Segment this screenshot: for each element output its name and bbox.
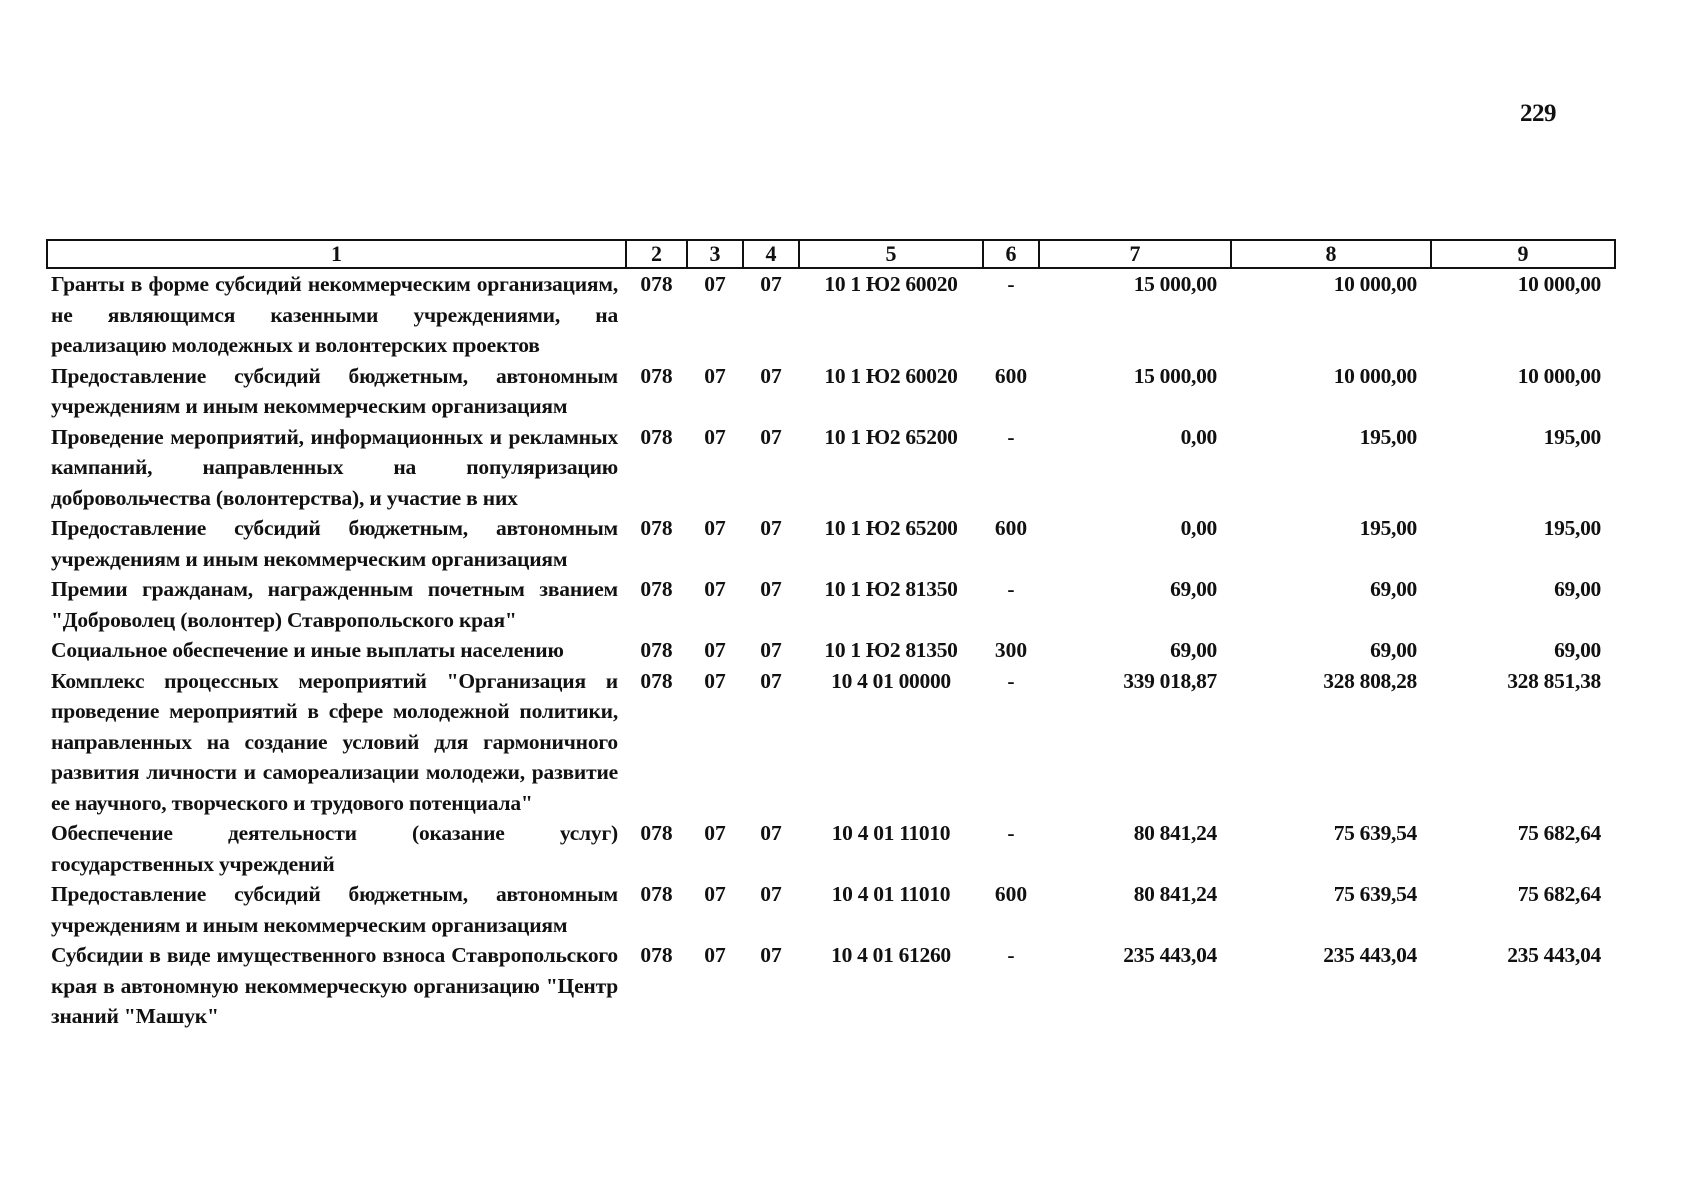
table-row: [47, 940, 1615, 1032]
target-article-code: 10 1 Ю2 65200: [824, 424, 958, 449]
ministry-code: 078: [640, 272, 673, 296]
amount-col-8: 75 639,54: [1333, 882, 1417, 906]
subsection-code: 07: [760, 424, 782, 449]
target-article-code: 10 4 01 11010: [831, 821, 951, 845]
table-row: [47, 574, 1615, 635]
table-row: [47, 513, 1615, 574]
table-row: [47, 818, 1615, 879]
column-header: 6: [983, 240, 1039, 268]
subsection-code: 07: [760, 577, 782, 601]
amount-col-9: 328 851,38: [1507, 668, 1601, 693]
expense-type-code: 600: [994, 882, 1028, 906]
amount-col-7: 80 841,24: [1133, 821, 1217, 845]
row-name: Предоставление субсидий бюджетным, автономным учреждениям и иным некоммерческим организациям: [51, 516, 618, 571]
table-row: [47, 635, 1615, 666]
table-row: [47, 268, 1615, 361]
column-header: 5: [799, 240, 983, 268]
section-code: 07: [704, 943, 726, 967]
column-header: 8: [1231, 240, 1431, 268]
ministry-code: 078: [640, 882, 673, 906]
amount-col-9: 69,00: [1554, 577, 1601, 601]
subsection-code: 07: [760, 821, 782, 845]
subsection-code: 07: [760, 516, 782, 540]
subsection-code: 07: [760, 638, 782, 662]
amount-col-7: 0,00: [1180, 516, 1217, 540]
amount-col-8: 75 639,54: [1333, 821, 1417, 845]
table-row: [47, 666, 1615, 819]
row-name: Предоставление субсидий бюджетным, автономным учреждениям и иным некоммерческим организациям: [51, 363, 618, 418]
ministry-code: 078: [640, 821, 673, 845]
amount-col-7: 339 018,87: [1123, 668, 1217, 693]
ministry-code: 078: [640, 668, 673, 693]
column-header: 4: [743, 240, 799, 268]
amount-col-7: 0,00: [1180, 424, 1217, 449]
amount-col-8: 328 808,28: [1323, 668, 1417, 693]
row-name: Гранты в форме субсидий некоммерческим организациям, не являющимся казенными учреждениями, на реализацию молодежных и волонтерских проектов: [51, 272, 618, 357]
subsection-code: 07: [760, 272, 782, 296]
budget-table: [46, 239, 1616, 1032]
target-article-code: 10 1 Ю2 60020: [824, 272, 958, 296]
page-number: 229: [1520, 100, 1556, 127]
row-name: Премии гражданам, награжденным почетным званием "Доброволец (волонтер) Ставропольского края": [51, 577, 618, 632]
amount-col-8: 69,00: [1370, 638, 1417, 662]
subsection-code: 07: [760, 668, 782, 693]
expense-type-code: 600: [994, 516, 1028, 540]
expense-type-code: -: [1007, 668, 1015, 693]
amount-col-9: 195,00: [1543, 424, 1601, 449]
column-header: 7: [1039, 240, 1231, 268]
amount-col-9: 235 443,04: [1507, 943, 1601, 967]
subsection-code: 07: [760, 882, 782, 906]
amount-col-7: 80 841,24: [1133, 882, 1217, 906]
section-code: 07: [704, 821, 726, 845]
expense-type-code: -: [1007, 821, 1015, 845]
amount-col-9: 195,00: [1543, 516, 1601, 540]
target-article-code: 10 1 Ю2 81350: [824, 638, 958, 662]
amount-col-9: 75 682,64: [1517, 821, 1601, 845]
expense-type-code: -: [1007, 424, 1015, 449]
column-header: 1: [47, 240, 626, 268]
expense-type-code: -: [1007, 577, 1015, 601]
expense-type-code: -: [1007, 943, 1015, 967]
expense-type-code: 300: [994, 638, 1028, 662]
ministry-code: 078: [640, 516, 673, 540]
target-article-code: 10 1 Ю2 60020: [824, 363, 958, 388]
table-header-row: [47, 240, 1615, 268]
section-code: 07: [704, 424, 726, 449]
ministry-code: 078: [640, 363, 673, 388]
row-name: Социальное обеспечение и иные выплаты населению: [51, 638, 564, 662]
amount-col-8: 10 000,00: [1333, 363, 1417, 388]
subsection-code: 07: [760, 943, 782, 967]
section-code: 07: [704, 272, 726, 296]
row-name: Обеспечение деятельности (оказание услуг) государственных учреждений: [51, 821, 618, 876]
row-name: Проведение мероприятий, информационных и рекламных кампаний, направленных на популяризацию добровольчества (волонтерства), и участие в них: [51, 424, 618, 510]
amount-col-9: 75 682,64: [1517, 882, 1601, 906]
amount-col-7: 15 000,00: [1133, 272, 1217, 296]
amount-col-8: 195,00: [1359, 424, 1417, 449]
ministry-code: 078: [640, 943, 673, 967]
target-article-code: 10 4 01 00000: [831, 668, 951, 693]
section-code: 07: [704, 516, 726, 540]
amount-col-9: 10 000,00: [1517, 272, 1601, 296]
column-header: 3: [687, 240, 743, 268]
expense-type-code: 600: [994, 363, 1028, 388]
row-name: Комплекс процессных мероприятий "Организация и проведение мероприятий в сфере молодежной политики, направленных на создание условий для гармоничного развития личности и самореализации молодежи, развитие ее научного, творческого и трудового потенциала": [51, 668, 618, 815]
ministry-code: 078: [640, 424, 673, 449]
table-row: [47, 879, 1615, 940]
target-article-code: 10 4 01 11010: [831, 882, 951, 906]
amount-col-7: 15 000,00: [1133, 363, 1217, 388]
column-header: 2: [626, 240, 687, 268]
amount-col-8: 195,00: [1359, 516, 1417, 540]
amount-col-8: 69,00: [1370, 577, 1417, 601]
target-article-code: 10 4 01 61260: [831, 943, 951, 967]
row-name: Субсидии в виде имущественного взноса Ставропольского края в автономную некоммерческую организацию "Центр знаний "Машук": [51, 943, 618, 1028]
row-name: Предоставление субсидий бюджетным, автономным учреждениям и иным некоммерческим организациям: [51, 882, 618, 937]
ministry-code: 078: [640, 638, 673, 662]
section-code: 07: [704, 882, 726, 906]
section-code: 07: [704, 668, 726, 693]
section-code: 07: [704, 577, 726, 601]
expense-type-code: -: [1007, 272, 1015, 296]
section-code: 07: [704, 638, 726, 662]
amount-col-7: 235 443,04: [1123, 943, 1217, 967]
amount-col-7: 69,00: [1170, 638, 1217, 662]
column-header: 9: [1431, 240, 1615, 268]
subsection-code: 07: [760, 363, 782, 388]
amount-col-9: 69,00: [1554, 638, 1601, 662]
amount-col-8: 10 000,00: [1333, 272, 1417, 296]
target-article-code: 10 1 Ю2 81350: [824, 577, 958, 601]
table-row: [47, 361, 1615, 422]
section-code: 07: [704, 363, 726, 388]
amount-col-8: 235 443,04: [1323, 943, 1417, 967]
amount-col-9: 10 000,00: [1517, 363, 1601, 388]
amount-col-7: 69,00: [1170, 577, 1217, 601]
target-article-code: 10 1 Ю2 65200: [824, 516, 958, 540]
ministry-code: 078: [640, 577, 673, 601]
table-row: [47, 422, 1615, 514]
